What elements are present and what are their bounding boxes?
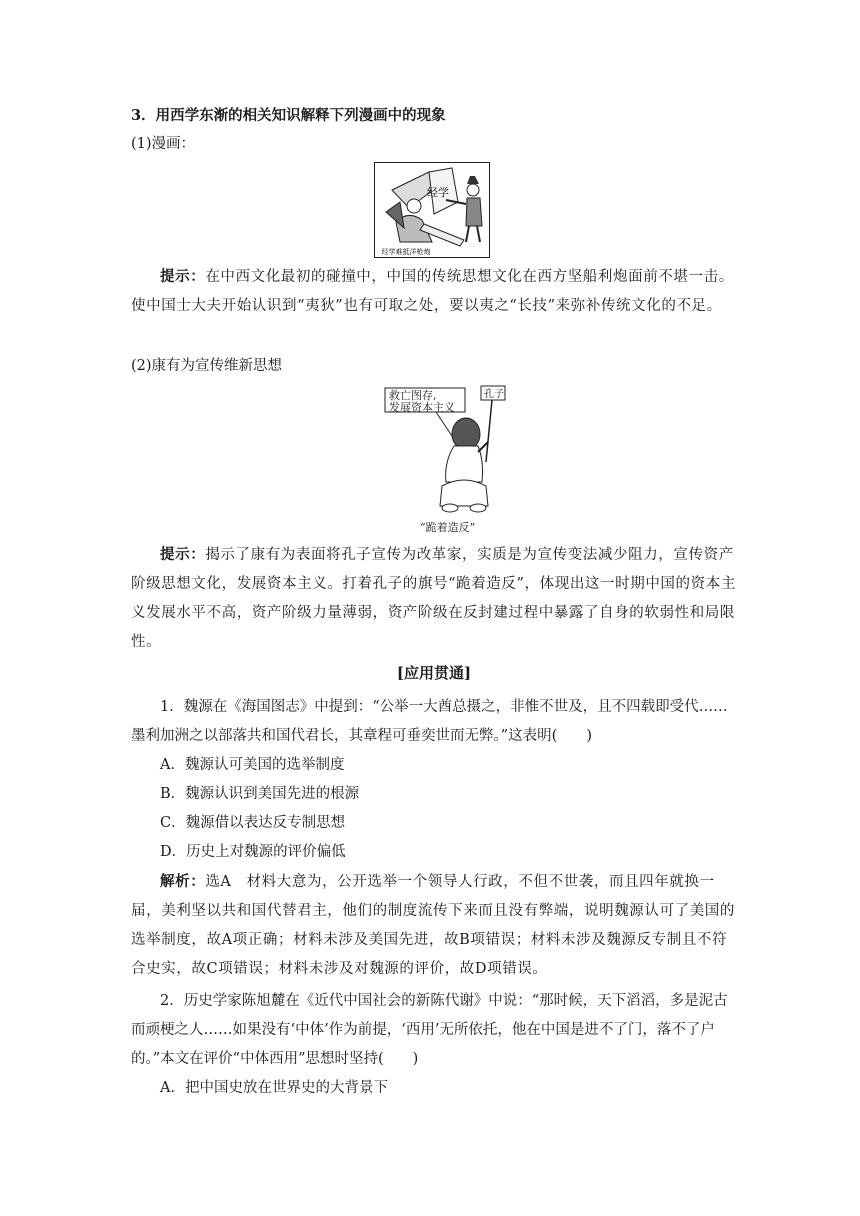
q1-analysis-label: 解析： [160, 873, 206, 890]
q3-title: 3．用西学东渐的相关知识解释下列漫画中的现象 [131, 107, 446, 124]
q3-sub2-label: (2)康有为宣传维新思想 [131, 358, 283, 374]
hint2-text: 揭示了康有为表面将孔子宣传为改革家，实质是为宣传变法减少阻力，宣传资产阶级思想文化，发展资本主义。打着孔子的旗号“跪着造反”，体现出这一时期中国的资本主义发展水平不高，资产阶级力量薄弱，资产阶级在反封建过程中暴露了自身的软弱性和局限性。 [131, 547, 736, 650]
q3-sub1-label: (1)漫画： [131, 136, 196, 152]
cartoon1-book-glyph: 经学 [427, 187, 449, 199]
cartoon2-sign-left-line2: 发展资本主义 [389, 401, 455, 414]
hint1-text: 在中西文化最初的碰撞中，中国的传统思想文化在西方坚船利炮面前不堪一击。使中国士大夫开始认识到“夷狄”也有可取之处，要以夷之“长技”来弥补传统文化的不足。 [131, 269, 734, 314]
cartoon2-sign-left-line1: 救亡图存, [389, 389, 437, 402]
q3-hint1 [131, 262, 737, 321]
q1-analysis-text: 选A 材料大意为，公开选举一个领导人行政，不但不世袭，而且四年就换一届，美利坚以共和国代替君主，他们的制度流传下来而且没有弊端，说明魏源认可了美国的选举制度，故A项正确；材料未涉及美国先进，故B项错误；材料未涉及魏源反专制且不符合史实，故C项错误；材料未涉及对魏源的评价，故D项错误。 [131, 874, 735, 977]
cartoon2-caption: “跪着造反” [420, 521, 476, 534]
q1-option-b: B．魏源认识到美国先进的根源 [160, 786, 360, 802]
q1-option-c: C．魏源借以表达反专制思想 [160, 815, 346, 831]
q1-analysis [131, 867, 737, 984]
q3-hint2 [131, 540, 737, 657]
section-title: [应用贯通] [396, 664, 472, 682]
q2-stem: 2．历史学家陈旭麓在《近代中国社会的新陈代谢》中说：“那时候，天下滔滔，多是泥古而顽梗之人……如果没有‘中体’作为前提，‘西用’无所依托，他在中国是进不了门，落不了户的。”本文在评价“中体西用”思想时坚持( ) [131, 993, 728, 1067]
hint2-label: 提示： [160, 546, 206, 563]
cartoon1-caption: 经学难抵洋枪炮 [381, 249, 431, 256]
question-1 [131, 693, 737, 984]
question-2 [131, 987, 737, 1103]
q1-option-a: A．魏源认可美国的选举制度 [160, 757, 345, 773]
q1-option-d: D．历史上对魏源的评价偏低 [160, 844, 346, 860]
cartoon-classics-vs-guns [374, 162, 490, 258]
q1-stem: 1．魏源在《海国图志》中提到：“公举一大酋总摄之，非惟不世及，且不四载即受代……墨利加洲之以部落共和国代君长，其章程可垂奕世而无弊。”这表明( ) [131, 699, 728, 744]
hint1-label: 提示： [160, 268, 206, 285]
cartoon2-sign-right: 孔子 [484, 389, 504, 400]
q2-option-a: A．把中国史放在世界史的大背景下 [160, 1080, 388, 1096]
